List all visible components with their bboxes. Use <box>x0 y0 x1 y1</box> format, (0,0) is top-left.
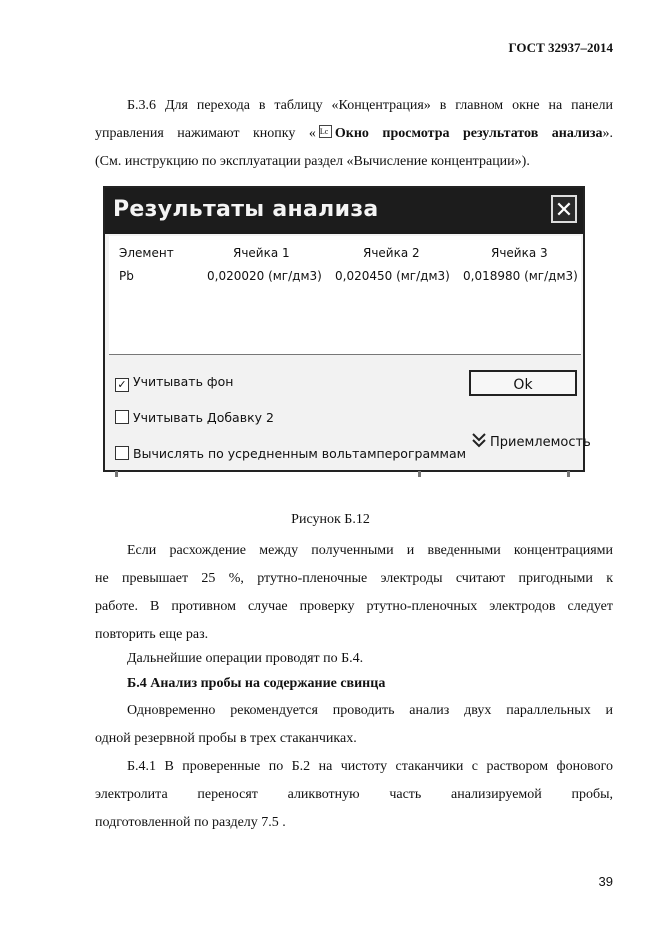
para-b36-line1: Б.3.6 Для перехода в таблицу «Концентрация» в главном окне на панели <box>127 98 613 113</box>
results-view-icon: Lc <box>319 125 332 138</box>
para-b36-button-name: Окно просмотра результатов анализа <box>334 126 603 141</box>
option-addition2-label: Учитывать Добавку 2 <box>133 410 274 425</box>
results-table <box>109 236 581 355</box>
column-header-element: Элемент <box>119 246 174 260</box>
para-b36-line2 <box>95 120 613 148</box>
ok-button[interactable]: Ok <box>469 370 577 396</box>
dialog-title: Результаты анализа <box>113 197 379 222</box>
checkbox-unchecked[interactable] <box>115 446 129 460</box>
para-diff-line3: работе. В противном случае проверку ртутно-пленочных электродов следует <box>95 599 613 614</box>
para-b36-text-c: ». <box>602 126 614 141</box>
acceptability-label: Приемлемость <box>490 435 591 450</box>
para-b36-line3: (См. инструкцию по эксплуатации раздел «Вычисление концентрации»). <box>95 154 530 169</box>
table-cell-cell3: 0,018980 (мг/дм3) <box>463 269 578 283</box>
window-bottom-edge <box>103 471 585 477</box>
para-b36-text-a: управления нажимают кнопку « <box>95 126 316 141</box>
analysis-results-dialog <box>103 186 591 472</box>
figure-caption: Рисунок Б.12 <box>291 512 370 527</box>
section-heading-b4: Б.4 Анализ пробы на содержание свинца <box>127 676 386 691</box>
column-header-cell3: Ячейка 3 <box>491 246 548 260</box>
column-header-cell2: Ячейка 2 <box>363 246 420 260</box>
para-b41-line3: подготовленной по разделу 7.5 . <box>95 815 286 830</box>
table-cell-cell1: 0,020020 (мг/дм3) <box>207 269 322 283</box>
dialog-title-bar <box>105 188 583 234</box>
para-diff-line1: Если расхождение между полученными и введенными концентрациями <box>127 543 613 558</box>
checkbox-checked[interactable]: ✓ <box>115 378 129 392</box>
para-diff-line2: не превышает 25 %, ртутно-пленочные электроды считают пригодными к <box>95 571 613 586</box>
option-background-label: Учитывать фон <box>133 374 234 389</box>
option-averaged[interactable] <box>115 446 466 461</box>
option-averaged-label: Вычислять по усредненным вольтамперограммам <box>133 446 467 461</box>
page-number: 39 <box>598 874 613 889</box>
column-header-cell1: Ячейка 1 <box>233 246 290 260</box>
option-background[interactable] <box>115 374 233 392</box>
table-cell-cell2: 0,020450 (мг/дм3) <box>335 269 450 283</box>
para-diff-line4: повторить еще раз. <box>95 627 209 642</box>
acceptability-button[interactable] <box>471 432 591 450</box>
close-icon[interactable]: ✕ <box>551 195 577 223</box>
para-b41-line2: электролита переносят аликвотную часть анализируемой пробы, <box>95 787 613 802</box>
para-next-operations: Дальнейшие операции проводят по Б.4. <box>127 651 364 666</box>
para-b41-line1: Б.4.1 В проверенные по Б.2 на чистоту стаканчики с раствором фонового <box>127 759 613 774</box>
para-simul-line1: Одновременно рекомендуется проводить анализ двух параллельных и <box>127 703 613 718</box>
checkbox-unchecked[interactable] <box>115 410 129 424</box>
option-addition2[interactable] <box>115 410 274 425</box>
para-simul-line2: одной резервной пробы в трех стаканчиках. <box>95 731 357 746</box>
document-code: ГОСТ 32937–2014 <box>508 40 613 55</box>
double-chevron-down-icon <box>471 432 487 450</box>
table-cell-element: Pb <box>119 269 134 283</box>
